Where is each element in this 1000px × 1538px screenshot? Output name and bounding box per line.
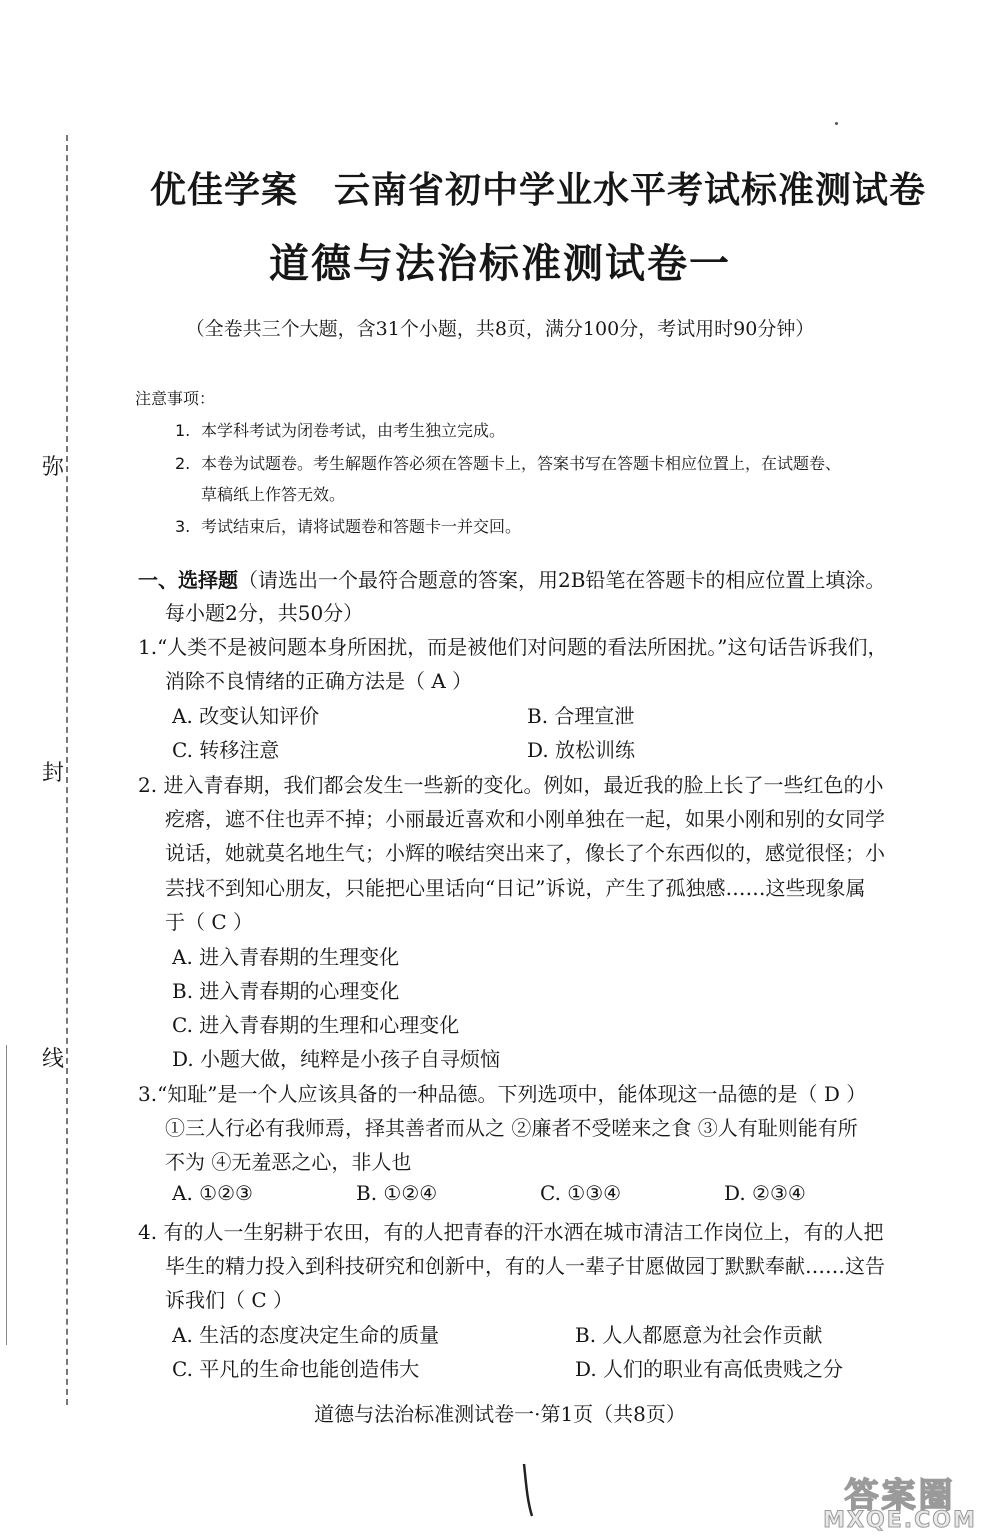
q3-line-3: 不为 ④无羞恶之心，非人也 xyxy=(165,1150,412,1174)
section-1-desc-cont: 每小题2分，共50分） xyxy=(165,601,364,625)
q1-option-a: A. 改变认知评价 xyxy=(172,704,320,728)
notice-item-3 xyxy=(175,514,521,537)
q2-line-4: 芸找不到知心朋友，只能把心里话向“日记”诉说，产生了孤独感……这些现象属 xyxy=(165,876,866,900)
q4-line-2: 毕生的精力投入到科技研究和创新中，有的人一辈子甘愿做园丁默默奉献……这告 xyxy=(165,1254,885,1278)
notice-title: 注意事项： xyxy=(135,389,216,408)
q2-option-c: C. 进入青春期的生理和心理变化 xyxy=(172,1013,460,1037)
scan-edge-line xyxy=(6,1045,7,1345)
header-series: 云南省初中学业水平考试标准测试卷 xyxy=(334,170,927,211)
binding-char-xian: 线 xyxy=(42,1047,65,1072)
q2-option-d: D. 小题大做，纯粹是小孩子自寻烦恼 xyxy=(172,1047,501,1071)
q1-option-c: C. 转移注意 xyxy=(172,738,280,762)
watermark-domain: MXQE.COM xyxy=(823,1508,977,1533)
scan-dot xyxy=(835,122,838,125)
q3-option-c: C. ①③④ xyxy=(540,1181,622,1205)
q2-option-a: A. 进入青春期的生理变化 xyxy=(172,945,400,969)
section-1-desc: （请选出一个最符合题意的答案，用2B铅笔在答题卡的相应位置上填涂。 xyxy=(238,568,886,592)
q1-option-d: D. 放松训练 xyxy=(527,738,636,762)
q4-option-a: A. 生活的态度决定生命的质量 xyxy=(172,1323,440,1347)
notice-text: 本卷为试题卷。考生解题作答必须在答题卡上，答案书写在答题卡相应位置上，在试题卷、 xyxy=(201,454,842,473)
q1-line-1: 1.“人类不是被问题本身所困扰，而是被他们对问题的看法所困扰。”这句话告诉我们， xyxy=(138,635,888,659)
q4-option-b: B. 人人都愿意为社会作贡献 xyxy=(575,1323,823,1347)
q2-line-3: 说话，她就莫名地生气；小辉的喉结突出来了，像长了个东西似的，感觉很怪；小 xyxy=(165,841,885,865)
q3-line-1: 3.“知耻”是一个人应该具备的一种品德。下列选项中，能体现这一品德的是（ D ） xyxy=(138,1082,867,1106)
notice-text: 考试结束后，请将试题卷和答题卡一并交回。 xyxy=(201,517,522,536)
exam-header xyxy=(150,162,950,213)
watermark-logo-text: 答案圈 xyxy=(844,1476,956,1516)
notice-item-1 xyxy=(175,418,505,441)
q3-line-2: ①三人行必有我师焉，择其善者而从之 ②廉者不受嗟来之食 ③人有耻则能有所 xyxy=(165,1116,858,1140)
q4-line-3: 诉我们（ C ） xyxy=(165,1288,294,1312)
q2-line-2: 疙瘩，遮不住也弄不掉；小丽最近喜欢和小刚单独在一起，如果小刚和别的女同学 xyxy=(165,807,885,831)
q1-option-b: B. 合理宣泄 xyxy=(527,704,635,728)
q2-option-b: B. 进入青春期的心理变化 xyxy=(172,979,400,1003)
notice-item-2-cont: 草稿纸上作答无效。 xyxy=(201,485,346,504)
site-watermark xyxy=(820,1468,980,1536)
binding-char-feng: 封 xyxy=(42,761,65,786)
q3-option-d: D. ②③④ xyxy=(724,1181,806,1205)
exam-subtitle: （全卷共三个大题，含31个小题，共8页，满分100分，考试用时90分钟） xyxy=(185,318,815,340)
notice-text: 本学科考试为闭卷考试，由考生独立完成。 xyxy=(201,421,506,440)
section-1-title: 一、选择题 xyxy=(138,568,238,592)
exam-title: 道德与法治标准测试卷一 xyxy=(269,241,731,287)
header-brand: 优佳学案 xyxy=(150,170,299,211)
notice-num: 3. xyxy=(175,517,191,536)
q2-line-1: 2. 进入青春期，我们都会发生一些新的变化。例如，最近我的脸上长了一些红色的小 xyxy=(138,773,884,797)
q4-line-1: 4. 有的人一生躬耕于农田，有的人把青春的汗水洒在城市清洁工作岗位上，有的人把 xyxy=(138,1220,884,1244)
page-footer: 道德与法治标准测试卷一·第1页（共8页） xyxy=(314,1402,686,1426)
q3-option-b: B. ①②④ xyxy=(356,1181,438,1205)
binding-char-mi: 弥 xyxy=(42,455,65,480)
q3-option-a: A. ①②③ xyxy=(172,1181,253,1205)
notice-num: 1. xyxy=(175,421,191,440)
notice-item-2 xyxy=(175,451,841,474)
q4-option-c: C. 平凡的生命也能创造伟大 xyxy=(172,1357,420,1381)
notice-num: 2. xyxy=(175,454,191,473)
section-1-heading xyxy=(138,564,885,593)
q2-line-5: 于（ C ） xyxy=(165,910,254,934)
pen-stroke-mark xyxy=(520,1462,536,1518)
q4-option-d: D. 人们的职业有高低贵贱之分 xyxy=(575,1357,844,1381)
q1-line-2: 消除不良情绪的正确方法是（ A ） xyxy=(165,669,473,693)
